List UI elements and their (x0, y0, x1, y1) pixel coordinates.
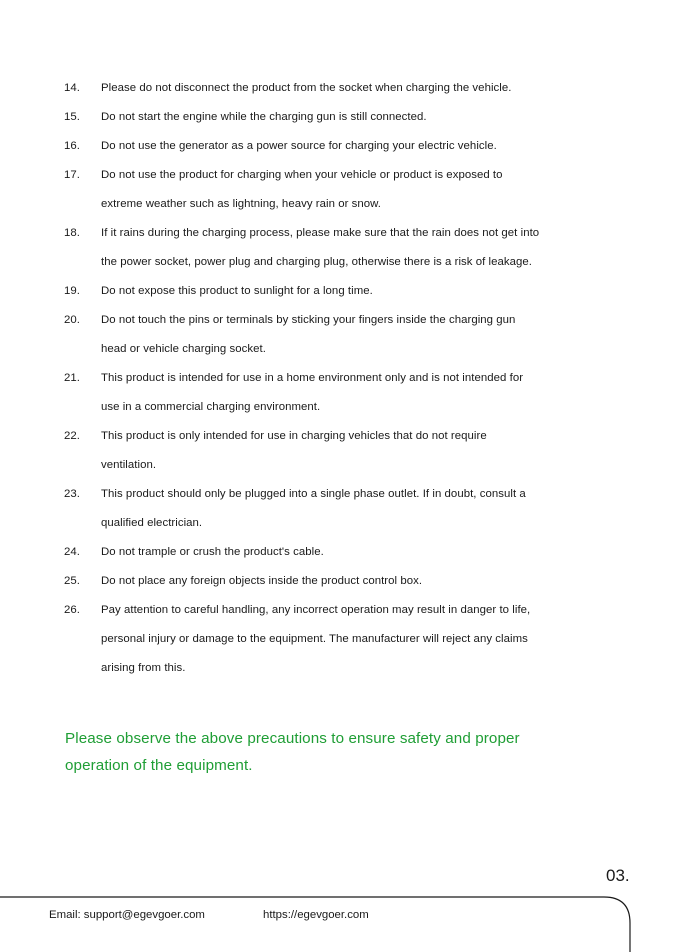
precaution-number: 26. (64, 604, 80, 616)
precaution-item (0, 221, 681, 249)
precaution-number: 21. (64, 372, 80, 384)
precaution-text: If it rains during the charging process, please make sure that the rain does not get into (101, 227, 540, 239)
precaution-number: 22. (64, 430, 80, 442)
precaution-text: Pay attention to careful handling, any incorrect operation may result in danger to life, (101, 604, 531, 616)
precaution-text: Do not place any foreign objects inside the product control box. (101, 575, 423, 587)
precaution-text: Do not touch the pins or terminals by sticking your fingers inside the charging gun (101, 314, 516, 326)
precaution-item-continuation (0, 453, 681, 481)
precaution-number: 20. (64, 314, 80, 326)
precaution-item (0, 163, 681, 191)
precaution-item (0, 366, 681, 394)
precaution-number: 18. (64, 227, 80, 239)
precaution-item (0, 308, 681, 336)
precaution-number: 24. (64, 546, 80, 558)
precaution-item (0, 279, 681, 307)
precaution-text: Do not use the product for charging when your vehicle or product is exposed to (101, 169, 503, 181)
closing-note-line-2: operation of the equipment. (65, 757, 253, 774)
precaution-item (0, 598, 681, 626)
precaution-item-continuation (0, 250, 681, 278)
precaution-item (0, 424, 681, 452)
precaution-number: 19. (64, 285, 80, 297)
footer-url: https://egevgoer.com (263, 909, 369, 921)
precaution-number: 25. (64, 575, 80, 587)
precaution-item-continuation (0, 627, 681, 655)
precaution-item (0, 105, 681, 133)
precaution-text: This product is only intended for use in charging vehicles that do not require (101, 430, 487, 442)
precaution-text: use in a commercial charging environment. (101, 401, 321, 413)
precaution-item (0, 540, 681, 568)
precaution-text: personal injury or damage to the equipment. The manufacturer will reject any claims (101, 633, 528, 645)
precaution-text: Do not trample or crush the product's cable. (101, 546, 324, 558)
precaution-text: qualified electrician. (101, 517, 203, 529)
closing-note (65, 725, 625, 779)
precaution-text: ventilation. (101, 459, 157, 471)
closing-note-line-1: Please observe the above precautions to ensure safety and proper (65, 730, 520, 747)
precaution-number: 15. (64, 111, 80, 123)
precaution-item-continuation (0, 511, 681, 539)
precaution-text: head or vehicle charging socket. (101, 343, 266, 355)
precaution-item-continuation (0, 656, 681, 684)
precaution-number: 17. (64, 169, 80, 181)
precaution-text: the power socket, power plug and charging plug, otherwise there is a risk of leakage. (101, 256, 533, 268)
precaution-text: This product is intended for use in a home environment only and is not intended for (101, 372, 524, 384)
precaution-number: 16. (64, 140, 80, 152)
precaution-text: arising from this. (101, 662, 186, 674)
precaution-item-continuation (0, 395, 681, 423)
precaution-item (0, 134, 681, 162)
footer-email: Email: support@egevgoer.com (49, 909, 205, 921)
precaution-text: Do not start the engine while the charging gun is still connected. (101, 111, 427, 123)
precaution-item-continuation (0, 337, 681, 365)
precaution-number: 23. (64, 488, 80, 500)
precaution-text: Please do not disconnect the product from the socket when charging the vehicle. (101, 82, 512, 94)
precaution-item (0, 569, 681, 597)
precaution-item-continuation (0, 192, 681, 220)
precaution-text: Do not expose this product to sunlight for a long time. (101, 285, 373, 297)
precaution-text: This product should only be plugged into a single phase outlet. If in doubt, consult a (101, 488, 526, 500)
precaution-text: extreme weather such as lightning, heavy rain or snow. (101, 198, 382, 210)
page-number: 03. (606, 866, 630, 885)
footer-frame (0, 896, 681, 952)
precaution-item (0, 482, 681, 510)
precaution-text: Do not use the generator as a power source for charging your electric vehicle. (101, 140, 497, 152)
precaution-number: 14. (64, 82, 80, 94)
precaution-item (0, 76, 681, 104)
